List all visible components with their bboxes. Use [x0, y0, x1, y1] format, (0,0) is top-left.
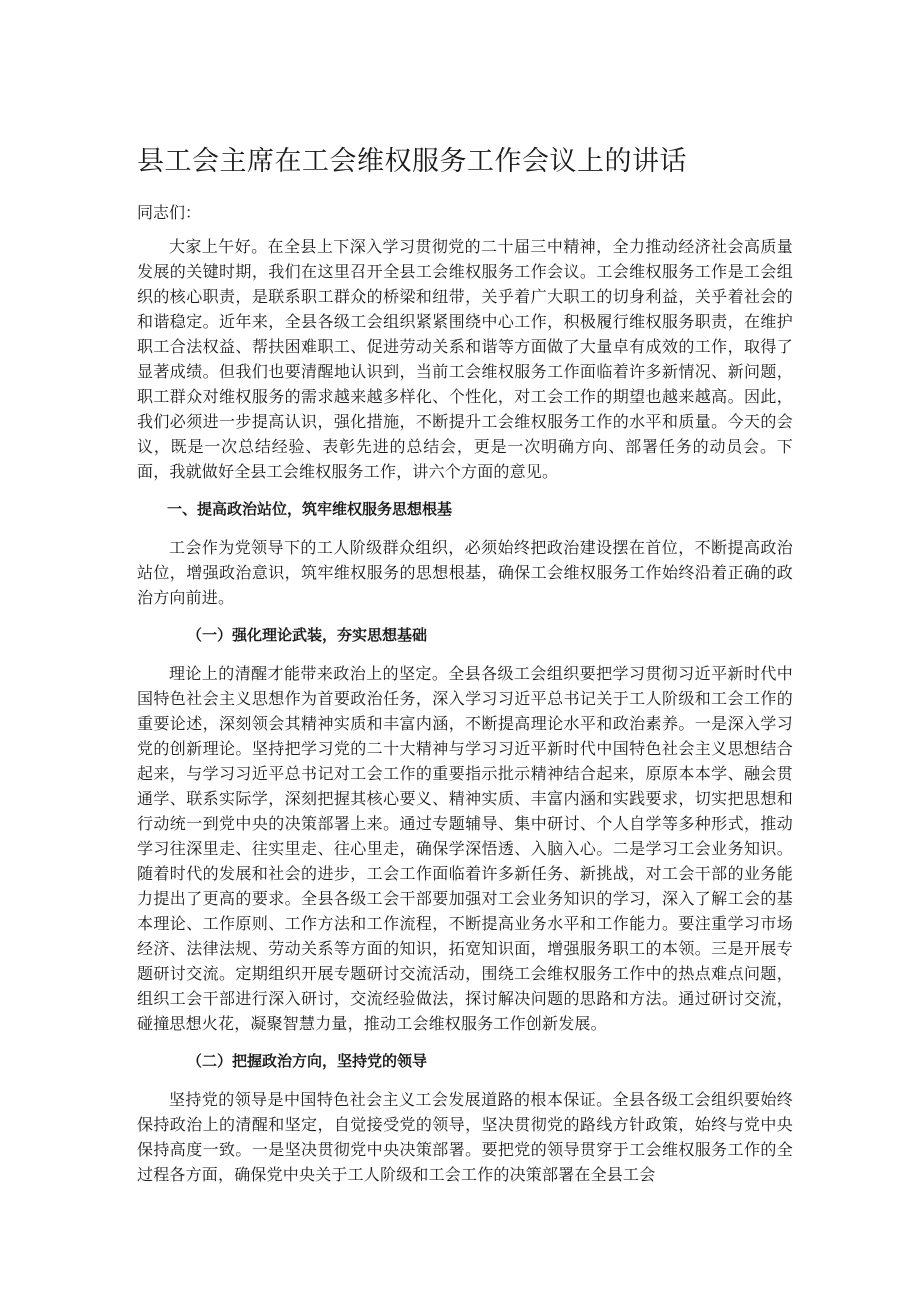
document-title: 县工会主席在工会维权服务工作会议上的讲话 [137, 146, 687, 177]
section-1-paragraph: 工会作为党领导下的工人阶级群众组织，必须始终把政治建设摆在首位，不断提高政治站位，增强政治意识，筑牢维权服务的思想根基，确保工会维权服务工作始终沿着正确的政治方向前进。 [137, 538, 793, 607]
section-1-heading: 一、提高政治站位，筑牢维权服务思想根基 [167, 500, 453, 518]
salutation: 同志们： [137, 203, 202, 222]
subsection-1-paragraph: 理论上的清醒才能带来政治上的坚定。全县各级工会组织要把学习贯彻习近平新时代中国特色社会主义思想作为首要政治任务，深入学习习近平总书记关于工人阶级和工会工作的重要论述，深刻领会其精神实质和丰富内涵，不断提高理论水平和政治素养。一是深入学习党的创新理论。坚持把学习党的二十大精神与学习习近平新时代中国特色社会主义思想结合起来，与学习习近平总书记对工会工作的重要指示批示精神结合起来，原原本本学、融会贯通学、联系实际学，深刻把握其核心要义、精神实质、丰富内涵和实践要求，切实把思想和行动统一到党中央的决策部署上来。通过专题辅导、集中研讨、个人自学等多种形式，推动学习往深里走、往实里走、往心里走，确保学深悟透、入脑入心。二是学习工会业务知识。随着时代的发展和社会的进步，工会工作面临着许多新任务、新挑战，对工会干部的业务能力提出了更高的要求。全县各级工会干部要加强对工会业务知识的学习，深入了解工会的基本理论、工作原则、工作方法和工作流程，不断提高业务水平和工作能力。要注重学习市场经济、法律法规、劳动关系等方面的知识，拓宽知识面，增强服务职工的本领。三是开展专题研讨交流。定期组织开展专题研讨交流活动，围绕工会维权服务工作中的热点难点问题，组织工会干部进行深入研讨，交流经验做法，探讨解决问题的思路和方法。通过研讨交流，碰撞思想火花，凝聚智慧力量，推动工会维权服务工作创新发展。 [137, 664, 793, 1033]
subsection-2-heading: （二）把握政治方向，坚持党的领导 [187, 1052, 428, 1070]
intro-paragraph: 大家上午好。在全县上下深入学习贯彻党的二十届三中精神，全力推动经济社会高质量发展的关键时期，我们在这里召开全县工会维权服务工作会议。工会维权服务工作是工会组织的核心职责，是联系职工群众的桥梁和纽带，关乎着广大职工的切身利益，关乎着社会的和谐稳定。近年来，全县各级工会组织紧紧围绕中心工作，积极履行维权服务职责，在维护职工合法权益、帮扶困难职工、促进劳动关系和谐等方面做了大量卓有成效的工作，取得了显著成绩。但我们也要清醒地认识到，当前工会维权服务工作面临着许多新情况、新问题，职工群众对维权服务的需求越来越多样化、个性化，对工会工作的期望也越来越高。因此，我们必须进一步提高认识，强化措施，不断提升工会维权服务工作的水平和质量。今天的会议，既是一次总结经验、表彰先进的总结会，更是一次明确方向、部署任务的动员会。下面，我就做好全县工会维权服务工作，讲六个方面的意见。 [137, 237, 793, 481]
subsection-1-heading: （一）强化理论武装，夯实思想基础 [187, 626, 428, 644]
subsection-2-paragraph: 坚持党的领导是中国特色社会主义工会发展道路的根本保证。全县各级工会组织要始终保持政治上的清醒和坚定，自觉接受党的领导，坚决贯彻党的路线方针政策，始终与党中央保持高度一致。一是坚决贯彻党中央决策部署。要把党的领导贯穿于工会维权服务工作的全过程各方面，确保党中央关于工人阶级和工会工作的决策部署在全县工会 [137, 1090, 793, 1184]
document-page [137, 142, 793, 1200]
